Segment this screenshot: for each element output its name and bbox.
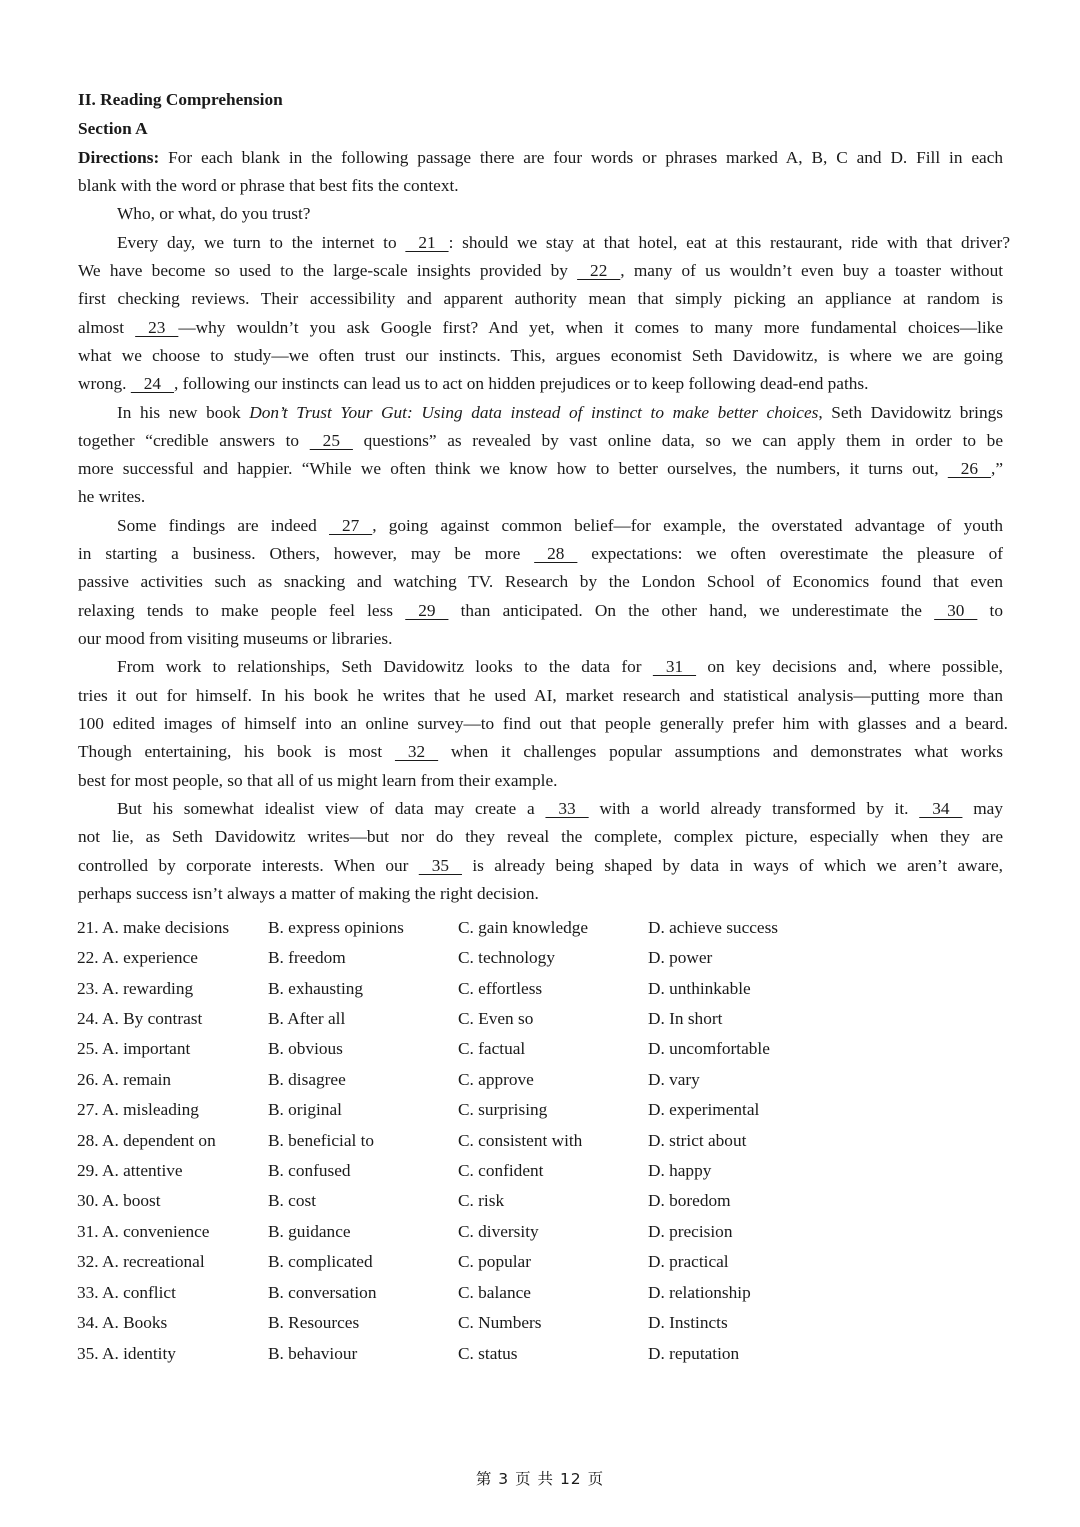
option-a[interactable]: 24. A. By contrast: [77, 1009, 203, 1028]
option-c[interactable]: C. confident: [458, 1161, 544, 1180]
paragraph-3-line-3: passive activities such as snacking and watching TV. Research by the London School of Economics found that even: [78, 572, 1003, 591]
paragraph-3-line-5: our mood from visiting museums or libraries.: [78, 629, 393, 648]
option-b[interactable]: B. conversation: [268, 1283, 377, 1302]
option-row-29: [0, 1156, 1080, 1186]
option-row-34: [0, 1308, 1080, 1338]
option-a[interactable]: 28. A. dependent on: [77, 1131, 216, 1150]
blank-22[interactable]: 22: [577, 261, 621, 280]
paragraph-5-line-3: controlled by corporate interests. When our 35 is already being shaped by data in ways of which we aren’t aware,: [78, 852, 1003, 880]
blank-25[interactable]: 25: [309, 431, 353, 450]
paragraph-4-line-5: best for most people, so that all of us might learn from their example.: [78, 771, 558, 790]
option-row-24: [0, 1004, 1080, 1034]
paragraph-3-line-1: Some findings are indeed 27 , going against common belief—for example, the overstated advantage of youth: [117, 512, 1003, 540]
paragraph-2-line-2: together “credible answers to 25 questions” as revealed by vast online data, so we can apply them in order to be: [78, 427, 1003, 455]
option-a[interactable]: 29. A. attentive: [77, 1161, 183, 1180]
option-b[interactable]: B. disagree: [268, 1070, 346, 1089]
option-a[interactable]: 21. A. make decisions: [77, 918, 230, 937]
option-row-35: [0, 1339, 1080, 1369]
blank-21[interactable]: 21: [405, 233, 449, 252]
option-a[interactable]: 32. A. recreational: [77, 1252, 205, 1271]
option-c[interactable]: C. diversity: [458, 1222, 539, 1241]
paragraph-3-line-2: in starting a business. Others, however, may be more 28 expectations: we often overestimate the pleasure of: [78, 540, 1003, 568]
option-d[interactable]: D. unthinkable: [648, 979, 751, 998]
blank-29[interactable]: 29: [405, 601, 449, 620]
option-b[interactable]: B. exhausting: [268, 979, 364, 998]
option-row-31: [0, 1217, 1080, 1247]
option-b[interactable]: B. behaviour: [268, 1344, 358, 1363]
option-c[interactable]: C. effortless: [458, 979, 543, 998]
option-d[interactable]: D. In short: [648, 1009, 723, 1028]
blank-34[interactable]: 34: [919, 799, 963, 818]
option-b[interactable]: B. complicated: [268, 1252, 373, 1271]
option-a[interactable]: 35. A. identity: [77, 1344, 176, 1363]
paragraph-5-line-1: But his somewhat idealist view of data may create a 33 with a world already transformed by it. 34 may: [117, 795, 1003, 823]
paragraph-4-line-1: From work to relationships, Seth Davidowitz looks to the data for 31 on key decisions and, where possible,: [117, 653, 1003, 681]
blank-31[interactable]: 31: [652, 657, 697, 676]
option-a[interactable]: 34. A. Books: [77, 1313, 168, 1332]
page-number-footer: 第 3 页 共 12 页: [475, 1470, 605, 1488]
option-b[interactable]: B. After all: [268, 1009, 346, 1028]
option-d[interactable]: D. vary: [648, 1070, 700, 1089]
option-b[interactable]: B. confused: [268, 1161, 351, 1180]
option-d[interactable]: D. strict about: [648, 1131, 747, 1150]
option-b[interactable]: B. obvious: [268, 1039, 343, 1058]
directions-line-1: Directions: For each blank in the following passage there are four words or phrases marked A, B, C and D. Fill in each: [78, 148, 1003, 167]
option-a[interactable]: 23. A. rewarding: [77, 979, 194, 998]
option-c[interactable]: C. technology: [458, 948, 555, 967]
paragraph-2-line-4: he writes.: [78, 487, 146, 506]
paragraph-4-line-3: 100 edited images of himself into an online survey—to find out that people generally prefer him with glasses and a beard.: [78, 714, 1008, 733]
paragraph-1-line-5: what we choose to study—we often trust our instincts. This, argues economist Seth Davidowitz, is where we are going: [78, 346, 1003, 365]
paragraph-1-line-1: Every day, we turn to the internet to 21 : should we stay at that hotel, eat at this restaurant, ride with that driver?: [117, 229, 1010, 257]
paragraph-4-line-2: tries it out for himself. In his book he writes that he used AI, market research and statistical analysis—putting more than: [78, 686, 1003, 705]
option-b[interactable]: B. guidance: [268, 1222, 351, 1241]
option-row-21: [0, 913, 1080, 943]
option-c[interactable]: C. approve: [458, 1070, 534, 1089]
option-a[interactable]: 26. A. remain: [77, 1070, 172, 1089]
paragraph-1-line-2: We have become so used to the large-scale insights provided by 22 , many of us wouldn’t even buy a toaster without: [78, 257, 1003, 285]
option-c[interactable]: C. gain knowledge: [458, 918, 589, 937]
option-d[interactable]: D. Instincts: [648, 1313, 728, 1332]
paragraph-3-line-4: relaxing tends to make people feel less 29 than anticipated. On the other hand, we underestimate the 30 to: [78, 597, 1003, 625]
option-c[interactable]: C. Even so: [458, 1009, 534, 1028]
section-subheading: Section A: [78, 119, 148, 138]
option-row-27: [0, 1095, 1080, 1125]
paragraph-5-line-2: not lie, as Seth Davidowitz writes—but nor do they reveal the complete, complex picture, especially when they are: [78, 827, 1003, 846]
option-row-32: [0, 1247, 1080, 1277]
option-a[interactable]: 30. A. boost: [77, 1191, 161, 1210]
option-b[interactable]: B. cost: [268, 1191, 317, 1210]
section-heading: II. Reading Comprehension: [78, 90, 283, 109]
option-row-28: [0, 1126, 1080, 1156]
option-row-33: [0, 1278, 1080, 1308]
option-row-22: [0, 943, 1080, 973]
option-d[interactable]: D. experimental: [648, 1100, 760, 1119]
option-a[interactable]: 22. A. experience: [77, 948, 198, 967]
book-title: Don’t Trust Your Gut: Using data instead of instinct to make better choices: [249, 403, 819, 422]
option-c[interactable]: C. Numbers: [458, 1313, 542, 1332]
option-d[interactable]: D. happy: [648, 1161, 712, 1180]
paragraph-2-line-3: more successful and happier. “While we often think we know how to better ourselves, the numbers, it turns out, 26 ,”: [78, 455, 1003, 483]
paragraph-1-line-4: almost 23 —why wouldn’t you ask Google first? And yet, when it comes to many more fundamental choices—like: [78, 314, 1003, 342]
paragraph-5-line-4: perhaps success isn’t always a matter of making the right decision.: [78, 884, 539, 903]
paragraph-1-line-3: first checking reviews. Their accessibility and apparent authority mean that simply picking an appliance at random is: [78, 289, 1003, 308]
option-d[interactable]: D. practical: [648, 1252, 729, 1271]
passage-title: Who, or what, do you trust?: [117, 204, 311, 223]
option-c[interactable]: C. status: [458, 1344, 518, 1363]
option-a[interactable]: 33. A. conflict: [77, 1283, 176, 1302]
option-d[interactable]: D. uncomfortable: [648, 1039, 770, 1058]
paragraph-1-line-6: wrong. 24 , following our instincts can lead us to act on hidden prejudices or to keep following dead-end paths.: [78, 370, 1003, 398]
option-c[interactable]: C. surprising: [458, 1100, 548, 1119]
blank-32[interactable]: 32: [394, 742, 439, 761]
option-d[interactable]: D. achieve success: [648, 918, 779, 937]
blank-35[interactable]: 35: [418, 856, 462, 875]
option-row-25: [0, 1034, 1080, 1064]
option-row-26: [0, 1065, 1080, 1095]
option-c[interactable]: C. risk: [458, 1191, 505, 1210]
blank-24[interactable]: 24: [130, 374, 175, 393]
option-c[interactable]: C. balance: [458, 1283, 531, 1302]
directions-line-2: blank with the word or phrase that best fits the context.: [78, 176, 459, 195]
option-b[interactable]: B. freedom: [268, 948, 346, 967]
option-d[interactable]: D. power: [648, 948, 713, 967]
blank-28[interactable]: 28: [534, 544, 578, 563]
blank-23[interactable]: 23: [135, 318, 179, 337]
option-row-30: [0, 1186, 1080, 1216]
option-a[interactable]: 27. A. misleading: [77, 1100, 199, 1119]
option-b[interactable]: B. Resources: [268, 1313, 360, 1332]
blank-33[interactable]: 33: [545, 799, 589, 818]
option-b[interactable]: B. beneficial to: [268, 1131, 375, 1150]
option-a[interactable]: 31. A. convenience: [77, 1222, 210, 1241]
blank-26[interactable]: 26: [947, 459, 991, 478]
blank-30[interactable]: 30: [934, 601, 978, 620]
option-row-23: [0, 974, 1080, 1004]
option-c[interactable]: C. consistent with: [458, 1131, 583, 1150]
option-d[interactable]: D. precision: [648, 1222, 733, 1241]
option-c[interactable]: C. popular: [458, 1252, 531, 1271]
option-a[interactable]: 25. A. important: [77, 1039, 191, 1058]
option-d[interactable]: D. relationship: [648, 1283, 751, 1302]
paragraph-4-line-4: Though entertaining, his book is most 32 when it challenges popular assumptions and demonstrates what works: [78, 738, 1003, 766]
option-b[interactable]: B. express opinions: [268, 918, 404, 937]
option-d[interactable]: D. boredom: [648, 1191, 731, 1210]
blank-27[interactable]: 27: [329, 516, 373, 535]
paragraph-2-line-1: In his new book Don’t Trust Your Gut: Using data instead of instinct to make better choices, Seth Davidowitz brings: [117, 403, 1003, 422]
option-c[interactable]: C. factual: [458, 1039, 526, 1058]
option-d[interactable]: D. reputation: [648, 1344, 740, 1363]
option-b[interactable]: B. original: [268, 1100, 342, 1119]
